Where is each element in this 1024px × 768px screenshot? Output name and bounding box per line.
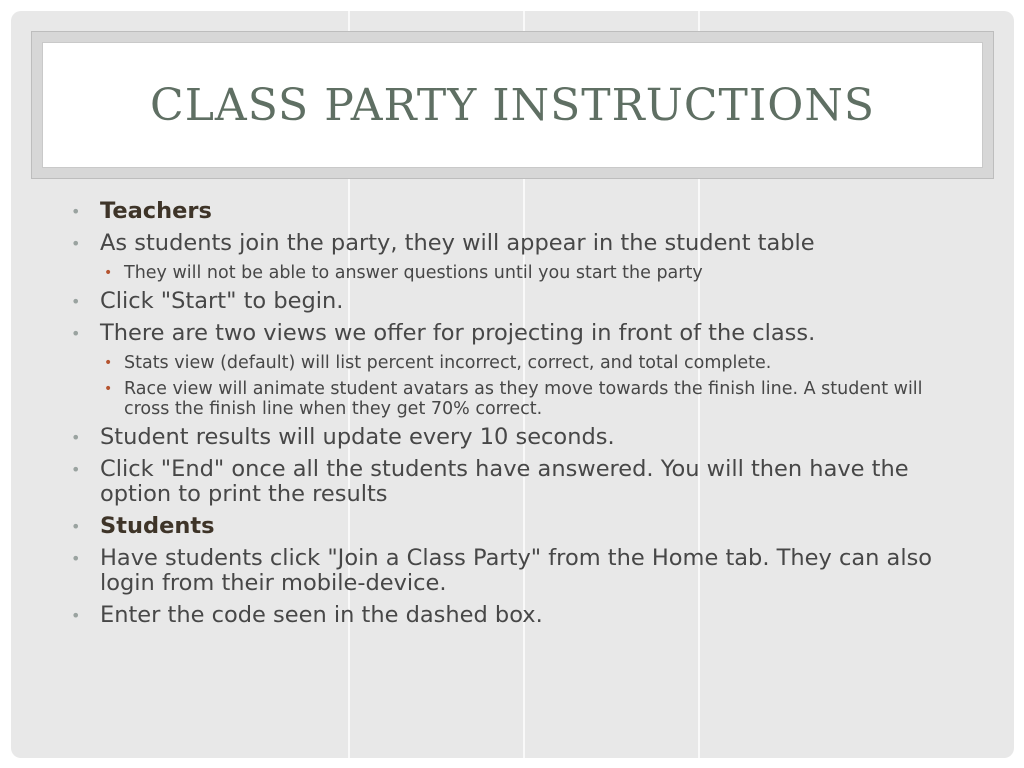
list-item-views xyxy=(71,321,961,346)
list-item-end xyxy=(71,457,961,507)
bullet-dot-icon: • xyxy=(71,292,81,311)
slide-content xyxy=(71,199,961,635)
list-item-start xyxy=(71,289,961,314)
instruction-list xyxy=(71,199,961,628)
slide xyxy=(11,11,1014,758)
list-item-text: Click "End" once all the students have answered. You will then have the option to print the results xyxy=(100,456,909,507)
bullet-dot-icon: • xyxy=(71,517,81,536)
sub-item-text: Stats view (default) will list percent incorrect, correct, and total complete. xyxy=(124,353,772,373)
sub-item xyxy=(104,353,961,373)
bullet-dot-icon: • xyxy=(71,460,81,479)
list-item-join xyxy=(71,546,961,596)
list-item-text: There are two views we offer for projecting in front of the class. xyxy=(100,320,816,346)
sub-bullet-dot-icon: • xyxy=(104,355,113,371)
sub-item-text: Race view will animate student avatars as they move towards the finish line. A student will cross the finish line when they get 70% correct. xyxy=(124,379,923,419)
sub-item xyxy=(104,263,961,283)
sub-item xyxy=(104,379,961,419)
bullet-dot-icon: • xyxy=(71,324,81,343)
bullet-dot-icon: • xyxy=(71,606,81,625)
list-item-teachers xyxy=(71,199,961,224)
list-item-text: Enter the code seen in the dashed box. xyxy=(100,602,543,628)
sub-item-text: They will not be able to answer questions until you start the party xyxy=(124,263,703,283)
list-item-text: Have students click "Join a Class Party" from the Home tab. They can also login from their mobile-device. xyxy=(100,545,933,596)
list-item-students xyxy=(71,514,961,539)
title-frame xyxy=(31,31,994,179)
slide-title: CLASS PARTY INSTRUCTIONS xyxy=(150,79,875,131)
list-item-text: Click "Start" to begin. xyxy=(100,288,344,314)
bullet-dot-icon: • xyxy=(71,549,81,568)
title-box xyxy=(42,42,983,168)
list-item-results-update xyxy=(71,425,961,450)
sub-bullet-dot-icon: • xyxy=(104,381,113,397)
list-item-text: Teachers xyxy=(100,198,212,224)
list-item-text: Student results will update every 10 seconds. xyxy=(100,424,615,450)
bullet-dot-icon: • xyxy=(71,428,81,447)
sub-bullet-dot-icon: • xyxy=(104,265,113,281)
list-item-text: As students join the party, they will appear in the student table xyxy=(100,230,815,256)
bullet-dot-icon: • xyxy=(71,234,81,253)
list-item-text: Students xyxy=(100,513,215,539)
list-item-students-join xyxy=(71,231,961,256)
bullet-dot-icon: • xyxy=(71,202,81,221)
list-item-enter-code xyxy=(71,603,961,628)
